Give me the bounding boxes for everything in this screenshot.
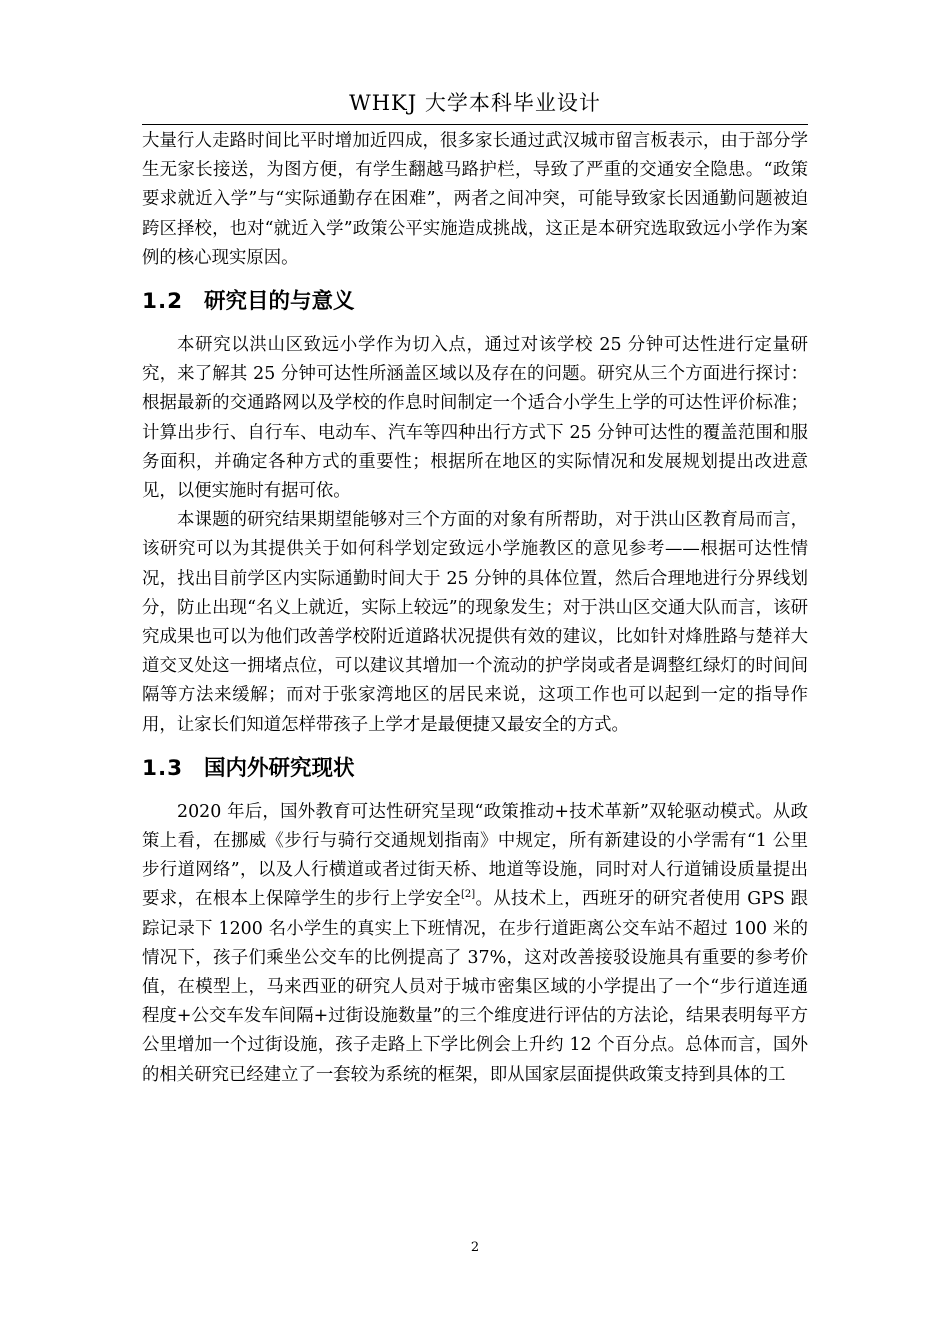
page-body bbox=[142, 127, 808, 1090]
section-heading-1-2 bbox=[142, 273, 808, 331]
section-title: 国内外研究现状 bbox=[204, 755, 355, 781]
section-heading-1-3 bbox=[142, 740, 808, 798]
paragraph-research-significance: 本课题的研究结果期望能够对三个方面的对象有所帮助，对于洪山区教育局而言，该研究可以为其提供关于如何科学划定致远小学施教区的意见参考——根据可达性情况，找出目前学区内实际通勤时间大于 25 分钟的具体位置，然后合理地进行分界线划分，防止出现“名义上就近，实际上较远”的现象发生；对于洪山区交通大队而言，该研究成果也可以为他们改善学校附近道路状况提供有效的建议，比如针对烽胜路与楚祥大道交叉处这一拥堵点位，可以建议其增加一个流动的护学岗或者是调整红绿灯的时间间隔等方法来缓解；而对于张家湾地区的居民来说，这项工作也可以起到一定的指导作用，让家长们知道怎样带孩子上学才是最便捷又最安全的方式。 bbox=[142, 510, 808, 735]
header-rule bbox=[142, 124, 808, 125]
running-header: WHKJ 大学本科毕业设计 bbox=[349, 91, 601, 115]
section-number: 1.3 bbox=[142, 755, 184, 781]
paragraph-text: 2020 年后，国外教育可达性研究呈现“政策推动+技术革新”双轮驱动模式。从政策上看，在挪威《步行与骑行交通规划指南》中规定，所有新建设的小学需有“1 公里步行道网络”，以及人行横道或者过街天桥、地道等设施，同时对人行道铺设质量提出要求，在根本上保障学生的步行上学安全 bbox=[142, 801, 808, 910]
paragraph-research-status bbox=[142, 798, 808, 1090]
paragraph-text: 。从技术上，西班牙的研究者使用 GPS 跟踪记录下 1200 名小学生的真实上下班情况，在步行道距离公交车站不超过 100 米的情况下，孩子们乘坐公交车的比例提高了 37%，这对改善接驳设施具有重要的参考价值，在模型上，马来西亚的研究人员对于城市密集区域的小学提出了一个“步行道连通程度+公交车发车间隔+过街设施数量”的三个维度进行评估的方法论，结果表明每平方公里增加一个过街设施，孩子走路上下学比例会上升约 12 个百分点。总体而言，国外的相关研究已经建立了一套较为系统的框架，即从国家层面提供政策支持到具体的工 bbox=[142, 889, 808, 1085]
citation-marker: [2] bbox=[461, 889, 476, 901]
page-number: 2 bbox=[470, 1240, 480, 1255]
paragraph-continued: 大量行人走路时间比平时增加近四成，很多家长通过武汉城市留言板表示，由于部分学生无家长接送，为图方便，有学生翻越马路护栏，导致了严重的交通安全隐患。“政策要求就近入学”与“实际通勤存在困难”，两者之间冲突，可能导致家长因通勤问题被迫跨区择校，也对“就近入学”政策公平实施造成挑战，这正是本研究选取致远小学作为案例的核心现实原因。 bbox=[142, 131, 808, 268]
section-number: 1.2 bbox=[142, 289, 184, 315]
section-title: 研究目的与意义 bbox=[204, 289, 355, 315]
paragraph-research-purpose: 本研究以洪山区致远小学作为切入点，通过对该学校 25 分钟可达性进行定量研究，来了解其 25 分钟可达性所涵盖区域以及存在的问题。研究从三个方面进行探讨：根据最新的交通路网以及学校的作息时间制定一个适合小学生上学的可达性评价标准；计算出步行、自行车、电动车、汽车等四种出行方式下 25 分钟可达性的覆盖范围和服务面积，并确定各种方式的重要性；根据所在地区的实际情况和发展规划提出改进意见，以便实施时有据可依。 bbox=[142, 335, 808, 502]
